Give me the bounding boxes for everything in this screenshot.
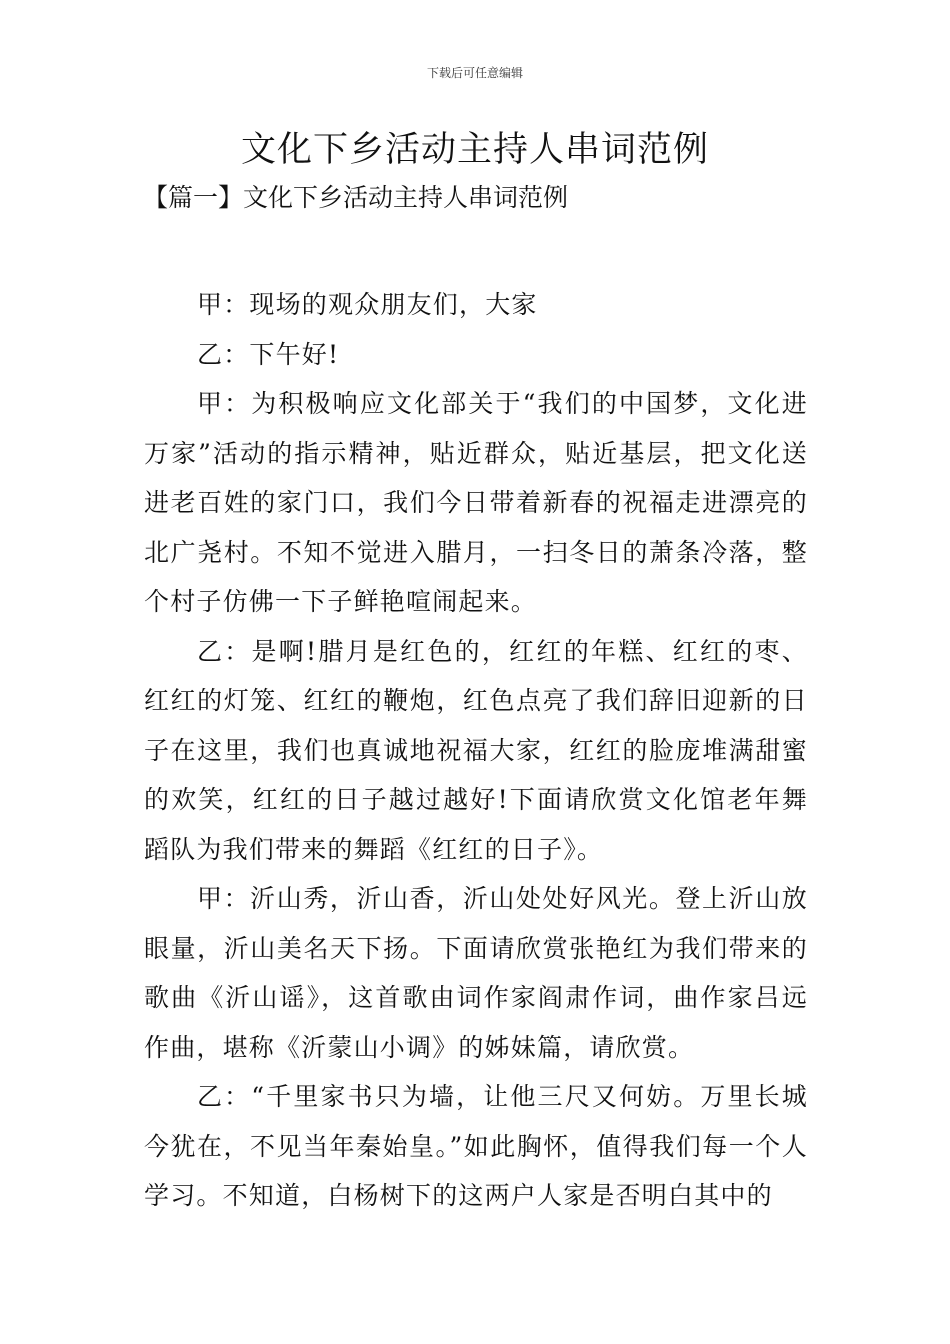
document-title: 文化下乡活动主持人串词范例 xyxy=(240,130,709,170)
paragraph: 乙：下午好! xyxy=(197,339,340,369)
paragraph: 甲：现场的观众朋友们，大家 xyxy=(197,290,538,319)
paragraph: 乙：“千里家书只为墙，让他三尺又何妨。万里长城今犹在，不见当年秦始皇。”如此胸怀，值得我们每一个人学习。不知道，白杨树下的这两户人家是否明白其中的 xyxy=(144,1082,808,1210)
paragraph: 乙：是啊!腊月是红色的，红红的年糕、红红的枣、红红的灯笼、红红的鞭炮，红色点亮了我们辞旧迎新的日子在这里，我们也真诚地祝福大家，红红的脸庞堆满甜蜜的欢笑，红红的日子越过越好!下面请欣赏文化馆老年舞蹈队为我们带来的舞蹈《红红的日子》。 xyxy=(144,636,808,864)
page-header-note: 下载后可任意编辑 xyxy=(426,66,523,80)
section-heading: 【篇一】文化下乡活动主持人串词范例 xyxy=(143,183,569,212)
document-body xyxy=(144,280,808,1221)
paragraph: 甲：为积极响应文化部关于“我们的中国梦，文化进万家”活动的指示精神，贴近群众，贴近基层，把文化送进老百姓的家门口，我们今日带着新春的祝福走进漂亮的北广尧村。不知不觉进入腊月，一扫冬日的萧条冷落，整个村子仿佛一下子鲜艳喧闹起来。 xyxy=(144,389,808,616)
paragraph: 甲：沂山秀，沂山香，沂山处处好风光。登上沂山放眼量，沂山美名天下扬。下面请欣赏张艳红为我们带来的歌曲《沂山谣》，这首歌由词作家阎肃作词，曲作家吕远作曲，堪称《沂蒙山小调》的姊妹篇，请欣赏。 xyxy=(144,884,808,1062)
